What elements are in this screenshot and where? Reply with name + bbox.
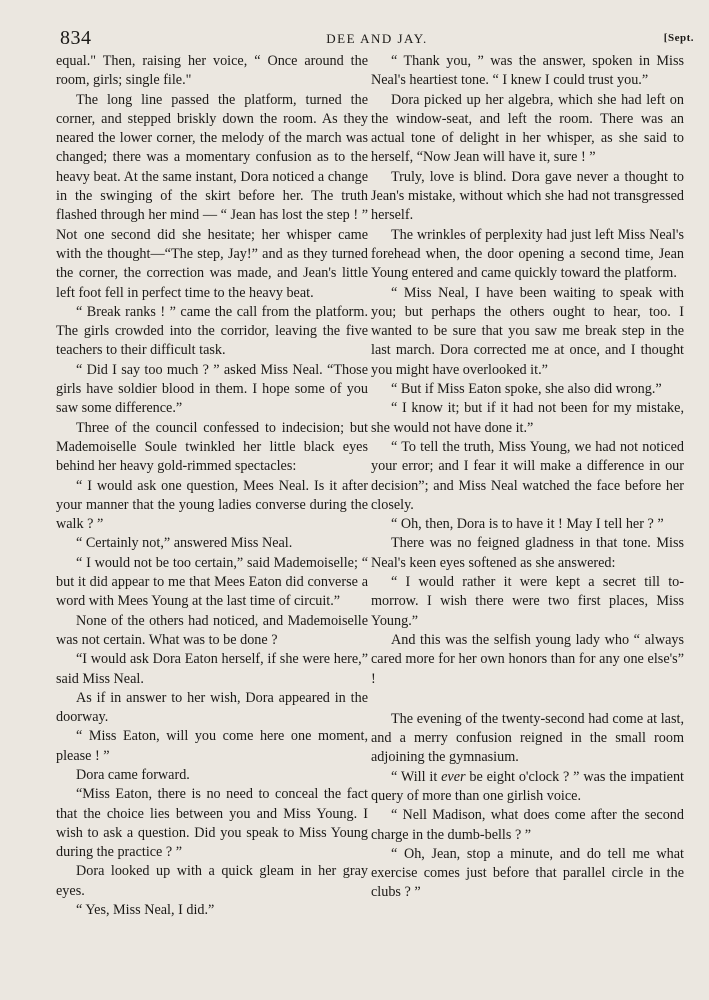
paragraph: “ Nell Madison, what does come after the second charge in the dumb-bells ? ” — [371, 807, 684, 843]
paragraph: There was no feigned gladness in that tone. Miss Neal's keen eyes softened as she answered: — [371, 535, 684, 571]
paragraph: “Miss Eaton, there is no need to conceal the fact that the choice lies between you and Miss Young. I wish to ask a question. Did you speak to Miss Young during the practice ? ” — [56, 786, 368, 861]
paragraph: “ I would rather it were kept a secret till to-morrow. I wish there were two first places, Miss Young.” — [371, 574, 684, 629]
left-column — [56, 52, 368, 920]
emphasized-word: ever — [441, 768, 466, 785]
paragraph: “ Thank you, ” was the answer, spoken in Miss Neal's heartiest tone. “ I knew I could trust you.” — [371, 53, 684, 89]
paragraph: “ Certainly not,” answered Miss Neal. — [76, 535, 293, 552]
running-title: DEE AND JAY. — [326, 31, 428, 46]
paragraph: Three of the council confessed to indecision; but Mademoiselle Soule twinkled her little black eyes behind her heavy gold-rimmed spectacles: — [56, 419, 368, 475]
paragraph: Dora came forward. — [76, 766, 190, 783]
page-header — [60, 27, 694, 49]
paragraph: “ Yes, Miss Neal, I did.” — [76, 902, 215, 919]
paragraph: “ Did I say too much ? ” asked Miss Neal. “Those girls have soldier blood in them. I hope some of you saw some difference.” — [56, 361, 368, 417]
paragraph: “ I know it; but if it had not been for my mistake, she would not have done it.” — [371, 400, 684, 436]
paragraph: Dora looked up with a quick gleam in her gray eyes. — [56, 863, 368, 899]
paragraph-with-emphasis — [371, 768, 684, 807]
paragraph: As if in answer to her wish, Dora appeared in the doorway. — [56, 689, 368, 726]
paragraph: “ Break ranks ! ” came the call from the platform. The girls crowded into the corridor, leaving the five teachers to their difficult task. — [56, 303, 368, 359]
running-month: [Sept. — [663, 32, 694, 44]
paragraph: “ But if Miss Eaton spoke, she also did wrong.” — [391, 381, 662, 398]
paragraph: “ I would not be too certain,” said Mademoiselle; “ but it did appear to me that Mees Eaton did converse a word with Mees Young at the last time of circuit.” — [56, 554, 368, 610]
paragraph: The long line passed the platform, turned the corner, and stepped briskly down the room. As they neared the lower corner, the melody of the march was changed; there was a momentary confusion as to the heavy beat. At the same instant, Dora noticed a change in the swinging of the skirt before her. The truth flashed through her mind — “ Jean has lost the step ! ” Not one second did she hesitate; her whisper came with the thought—“The step, Jay!” and as they turned the corner, the correction was made, and Jean's little left foot fell in perfect time to the heavy beat. — [56, 91, 368, 301]
paragraph: “ Miss Neal, I have been waiting to speak with you; but perhaps the others ought to hear, too. I wanted to be sure that you saw me break step in the last march. Dora corrected me at once, and I thought you might have overlooked it.” — [371, 284, 684, 378]
paragraph: Dora picked up her algebra, which she had left on the window-seat, and left the room. There was an actual tone of delight in her whisper, as she said to herself, “Now Jean will have it, sure ! ” — [371, 91, 684, 166]
paragraph: The evening of the twenty-second had come at last, and a merry confusion reigned in the small room adjoining the gymnasium. — [371, 710, 684, 766]
paragraph: None of the others had noticed, and Mademoiselle was not certain. What was to be done ? — [56, 612, 368, 648]
paragraph: “I would ask Dora Eaton herself, if she were here,” said Miss Neal. — [56, 651, 368, 687]
text-run: “ Will it — [391, 768, 442, 785]
paragraph: And this was the selfish young lady who “ always cared more for her own honors than for any one else's” ! — [371, 631, 684, 687]
page-number: 834 — [60, 27, 92, 49]
paragraph: “ Miss Eaton, will you come here one moment, please ! ” — [56, 728, 368, 764]
paragraph: equal." Then, raising her voice, “ Once around the room, girls; single file." — [56, 53, 368, 89]
paragraph: “ To tell the truth, Miss Young, we had not noticed your error; and I fear it will make a difference in our decision”; and Miss Neal watched the face before her closely. — [371, 438, 684, 513]
paragraph: The wrinkles of perplexity had just left Miss Neal's forehead when, the door opening a second time, Jean Young entered and came quickly toward the platform. — [371, 226, 684, 282]
paragraph: “ I would ask one question, Mees Neal. Is it after your manner that the young ladies converse during the walk ? ” — [56, 477, 368, 533]
right-column — [371, 52, 684, 903]
text-run: be eight o'clock ? ” was the impatient query of more than one girlish voice. — [371, 768, 684, 804]
paragraph: “ Oh, then, Dora is to have it ! May I tell her ? ” — [391, 516, 664, 533]
paragraph: Truly, love is blind. Dora gave never a thought to Jean's mistake, without which she had not transgressed herself. — [371, 168, 684, 224]
paragraph: “ Oh, Jean, stop a minute, and do tell me what exercise comes just before that parallel circle in the clubs ? ” — [371, 845, 684, 901]
